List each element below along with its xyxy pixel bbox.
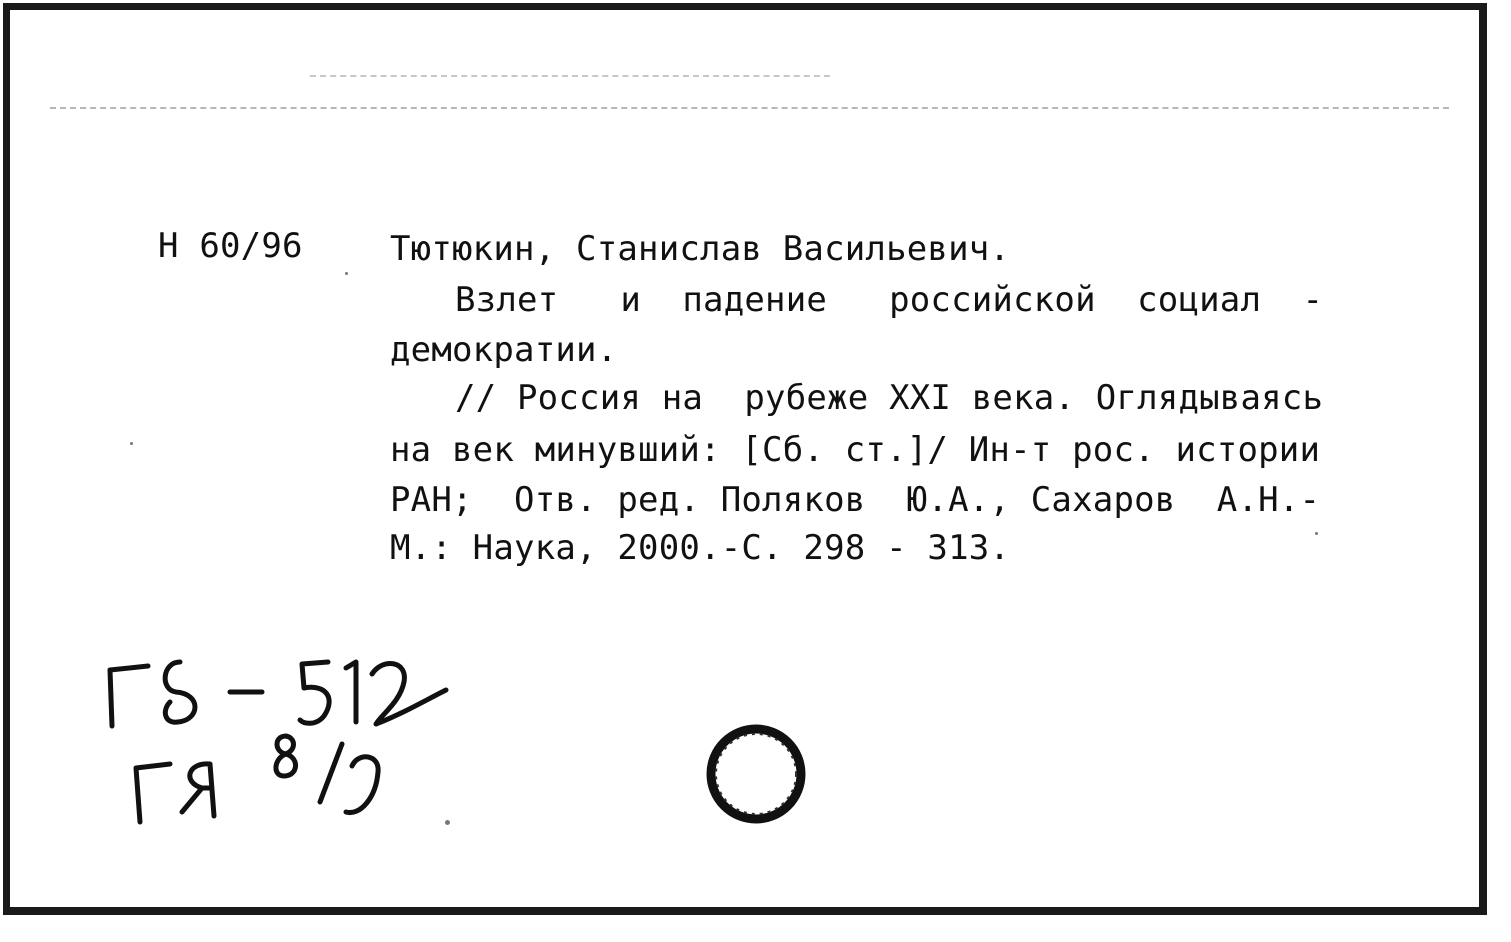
ink-speck <box>445 820 450 825</box>
source-line-3: РАН; Отв. ред. Поляков Ю.А., Сахаров А.Н.- <box>390 480 1321 520</box>
ink-speck <box>1315 532 1318 535</box>
source-line-4: М.: Наука, 2000.-С. 298 - 313. <box>390 528 1011 568</box>
author-heading: Тютюкин, Станислав Васильевич. <box>390 229 1011 269</box>
stamp-circle <box>698 718 818 838</box>
ink-speck <box>130 442 133 445</box>
faint-top-rule <box>310 75 830 77</box>
faint-header-rule <box>50 107 1449 109</box>
ink-speck <box>345 272 348 275</box>
source-line-2: на век минувший: [Сб. ст.]/ Ин-т рос. истории <box>390 430 1321 470</box>
call-number: Н 60/96 <box>158 226 303 266</box>
source-line-1: // Россия на рубеже XXI века. Оглядываясь <box>455 378 1324 418</box>
handwritten-shelf-marks <box>90 640 470 840</box>
title-line-2: демократии. <box>390 330 618 370</box>
catalog-card <box>3 3 1487 915</box>
title-line-1: Взлет и падение российской социал - <box>455 280 1324 320</box>
